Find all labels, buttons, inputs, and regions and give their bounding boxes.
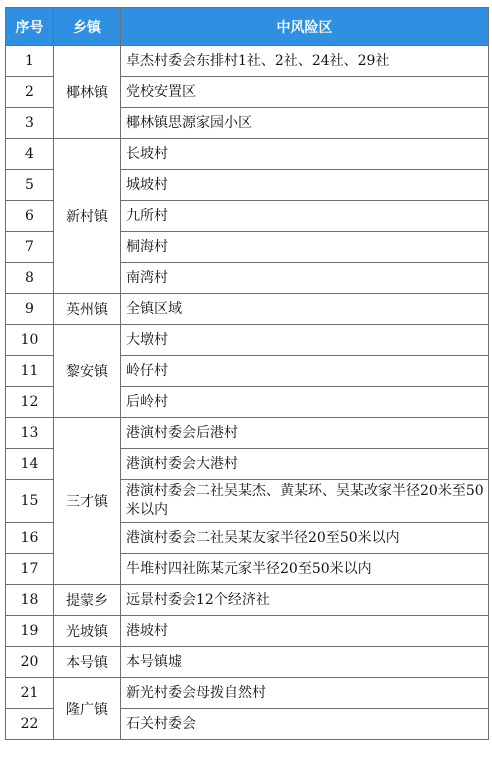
risk-area-table (5, 7, 489, 740)
header-area: 中风险区 (121, 8, 489, 46)
risk-area-cell: 南湾村 (121, 263, 489, 294)
risk-area-cell: 港演村委会后港村 (121, 418, 489, 449)
table-body (6, 46, 489, 740)
table-row (6, 46, 489, 77)
town-cell: 三才镇 (54, 418, 121, 585)
risk-area-cell: 新光村委会母拨自然村 (121, 678, 489, 709)
risk-area-cell: 桐海村 (121, 232, 489, 263)
risk-area-cell: 长坡村 (121, 139, 489, 170)
town-cell: 英州镇 (54, 294, 121, 325)
row-number: 11 (6, 356, 54, 387)
row-number: 10 (6, 325, 54, 356)
row-number: 18 (6, 585, 54, 616)
row-number: 16 (6, 523, 54, 554)
row-number: 14 (6, 449, 54, 480)
row-number: 22 (6, 709, 54, 740)
row-number: 12 (6, 387, 54, 418)
risk-area-cell: 后岭村 (121, 387, 489, 418)
risk-area-cell: 港演村委会大港村 (121, 449, 489, 480)
town-cell: 光坡镇 (54, 616, 121, 647)
row-number: 21 (6, 678, 54, 709)
row-number: 19 (6, 616, 54, 647)
risk-area-cell: 港演村委会二社吴某友家半径20至50米以内 (121, 523, 489, 554)
town-cell: 椰林镇 (54, 46, 121, 139)
row-number: 6 (6, 201, 54, 232)
risk-area-cell: 岭仔村 (121, 356, 489, 387)
table-header-row (6, 8, 489, 46)
risk-area-cell: 大墩村 (121, 325, 489, 356)
row-number: 2 (6, 77, 54, 108)
table-row (6, 418, 489, 449)
row-number: 8 (6, 263, 54, 294)
row-number: 15 (6, 480, 54, 523)
row-number: 3 (6, 108, 54, 139)
risk-area-cell: 石关村委会 (121, 709, 489, 740)
town-cell: 隆广镇 (54, 678, 121, 740)
row-number: 5 (6, 170, 54, 201)
town-cell: 本号镇 (54, 647, 121, 678)
row-number: 4 (6, 139, 54, 170)
row-number: 9 (6, 294, 54, 325)
risk-area-cell: 全镇区域 (121, 294, 489, 325)
header-seq: 序号 (6, 8, 54, 46)
risk-area-cell: 港坡村 (121, 616, 489, 647)
town-cell: 提蒙乡 (54, 585, 121, 616)
risk-area-cell: 牛堆村四社陈某元家半径20至50米以内 (121, 554, 489, 585)
row-number: 13 (6, 418, 54, 449)
risk-area-cell: 港演村委会二社吴某杰、黄某环、吴某改家半径20米至50米以内 (121, 480, 489, 523)
row-number: 7 (6, 232, 54, 263)
table-row (6, 616, 489, 647)
table-row (6, 325, 489, 356)
town-cell: 黎安镇 (54, 325, 121, 418)
table-row (6, 678, 489, 709)
row-number: 1 (6, 46, 54, 77)
risk-area-cell: 卓杰村委会东排村1社、2社、24社、29社 (121, 46, 489, 77)
risk-area-cell: 党校安置区 (121, 77, 489, 108)
risk-area-cell: 椰林镇思源家园小区 (121, 108, 489, 139)
risk-area-cell: 九所村 (121, 201, 489, 232)
risk-area-cell: 远景村委会12个经济社 (121, 585, 489, 616)
row-number: 17 (6, 554, 54, 585)
header-town: 乡镇 (54, 8, 121, 46)
table-row (6, 647, 489, 678)
risk-area-cell: 本号镇墟 (121, 647, 489, 678)
table-row (6, 294, 489, 325)
table-row (6, 585, 489, 616)
town-cell: 新村镇 (54, 139, 121, 294)
risk-area-cell: 城坡村 (121, 170, 489, 201)
table-row (6, 139, 489, 170)
row-number: 20 (6, 647, 54, 678)
